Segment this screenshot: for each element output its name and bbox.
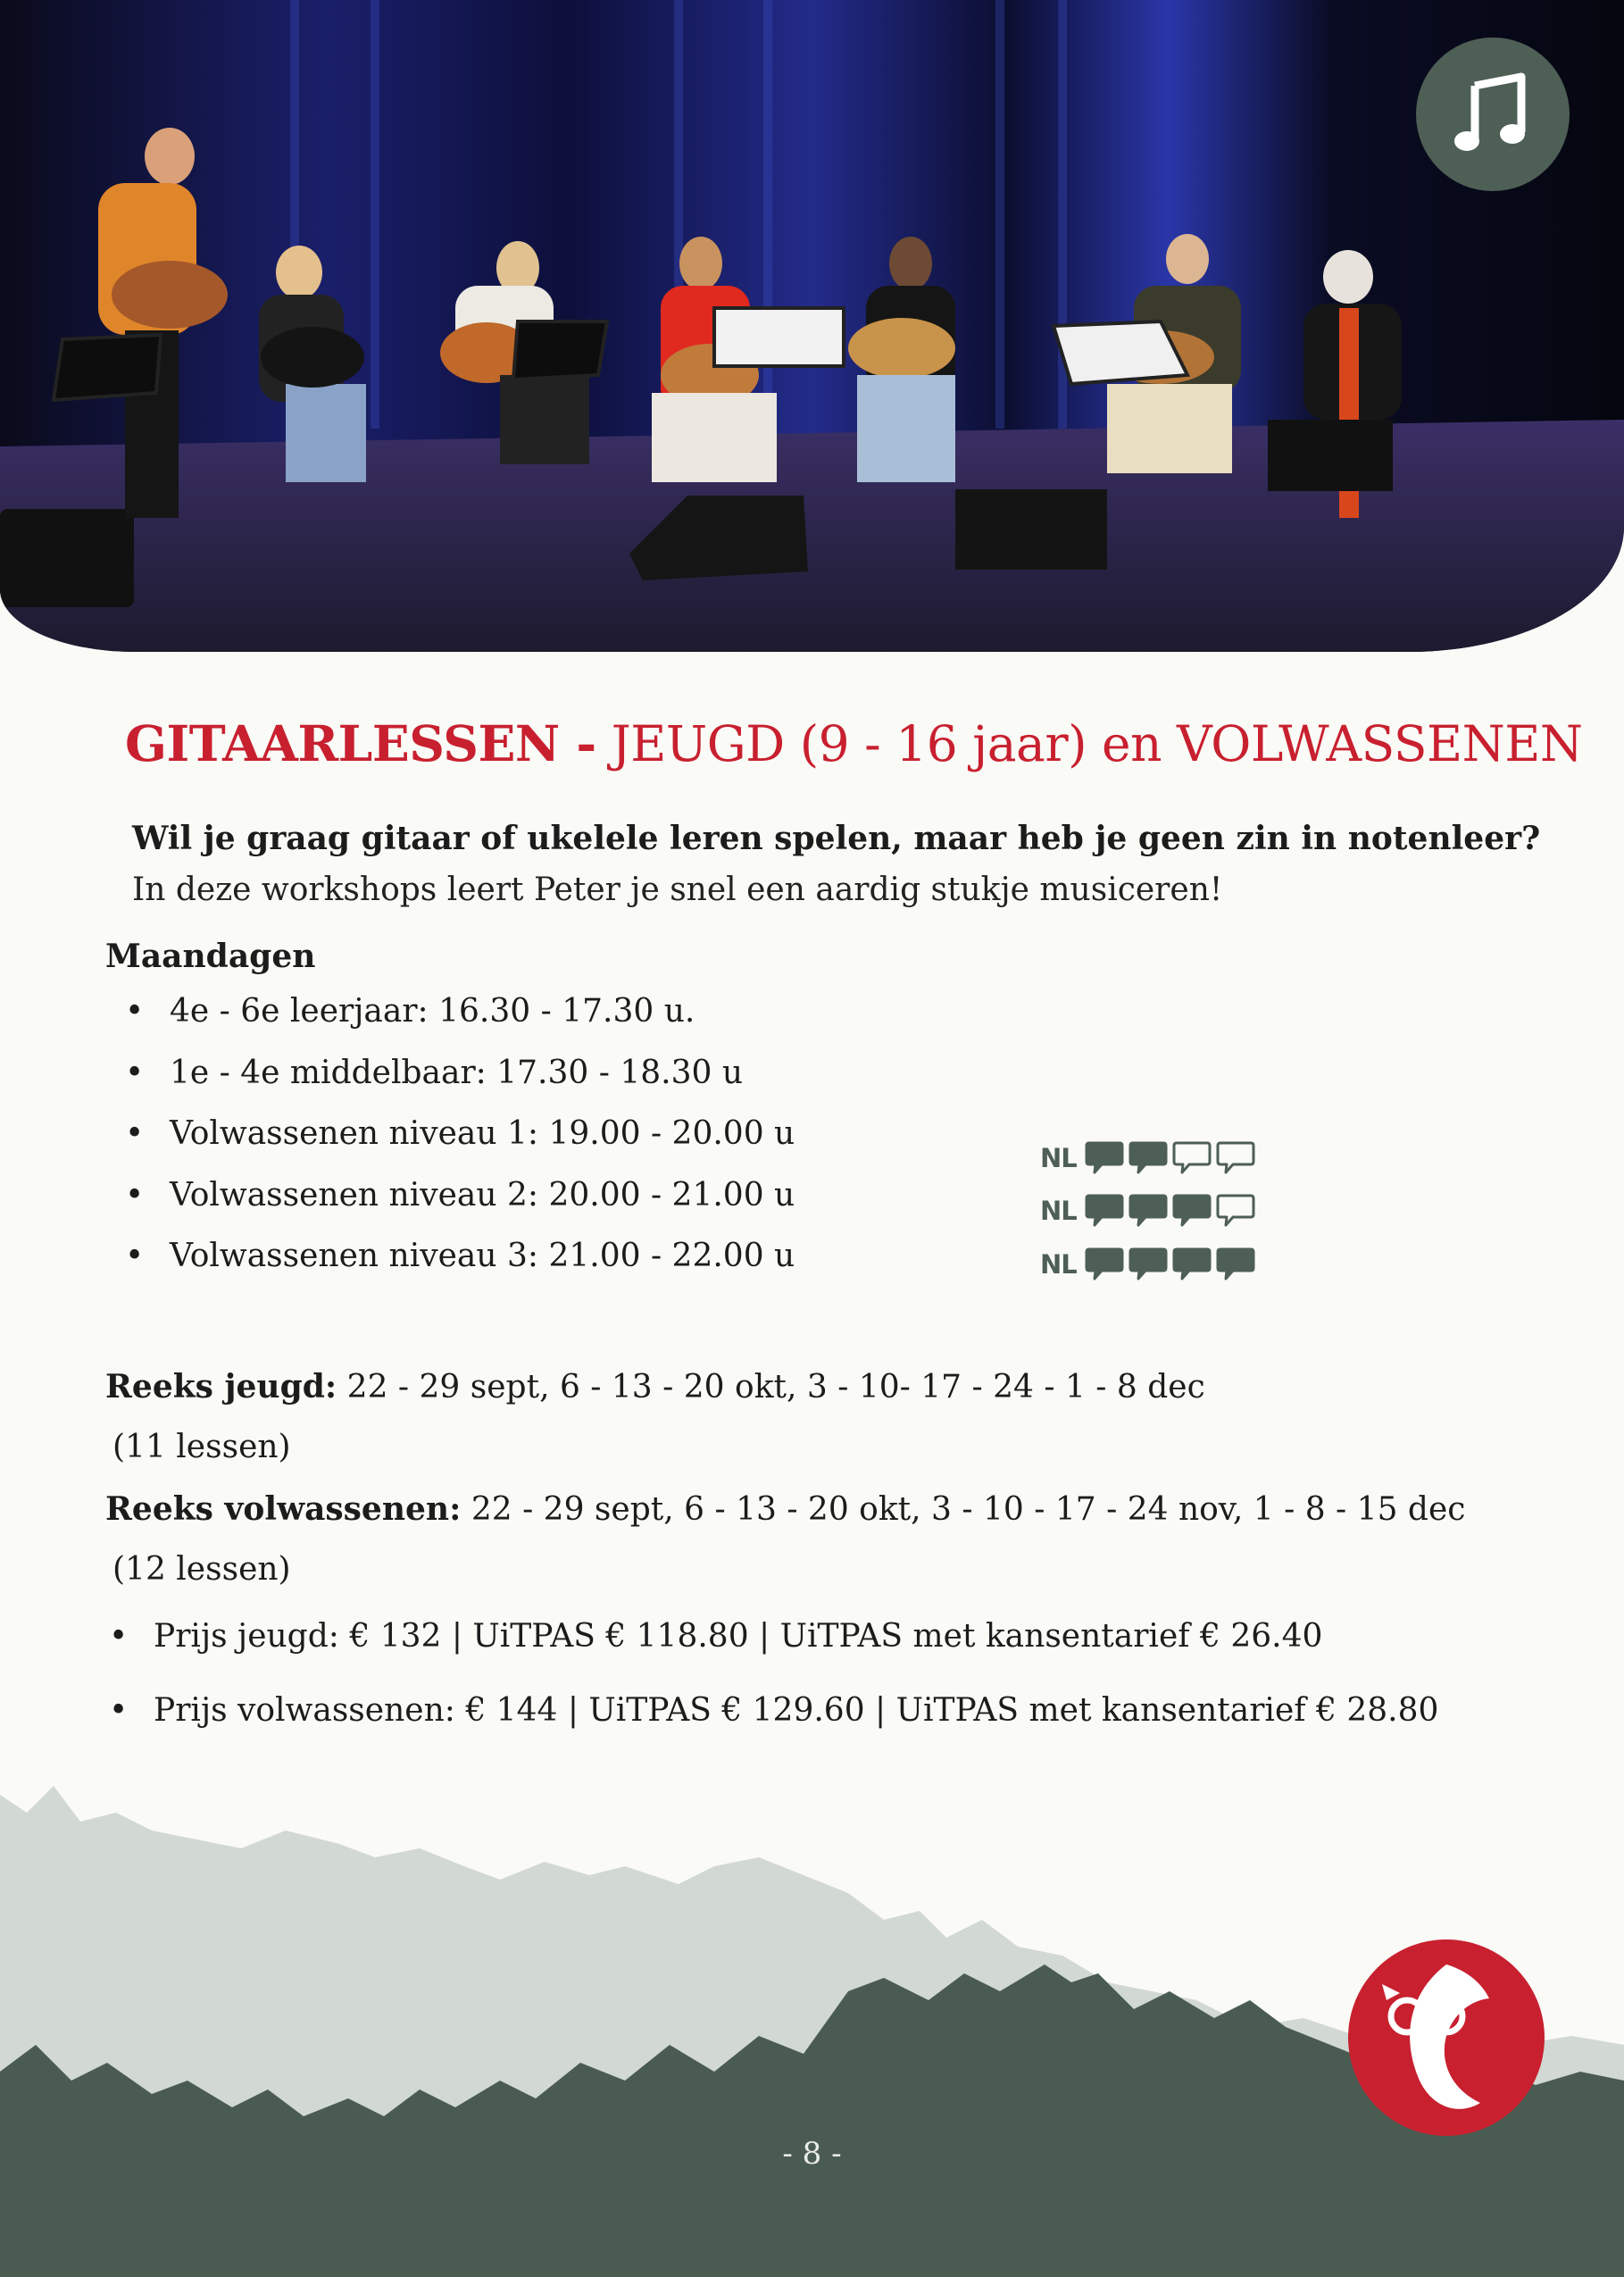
adult-series [105, 1490, 1465, 1528]
page-title [125, 714, 1583, 772]
youth-series [105, 1368, 1205, 1405]
price-item: • Prijs volwassenen: € 144 | UiTPAS € 129.60 | UiTPAS met kansentarief € 28.80 [109, 1692, 1438, 1766]
speech-bubble-icon-group [1084, 1140, 1259, 1176]
music-note-icon [1416, 38, 1570, 191]
adult-lesson-count: (12 lessen) [112, 1551, 291, 1588]
intro-question: Wil je graag gitaar of ukelele leren spelen, maar heb je geen zin in notenleer? [132, 820, 1541, 857]
adult-series-dates: 22 - 29 sept, 6 - 13 - 20 okt, 3 - 10 - 17 - 24 nov, 1 - 8 - 15 dec [461, 1491, 1466, 1528]
language-label: NL [1040, 1249, 1077, 1280]
schedule-item: • Volwassenen niveau 1: 19.00 - 20.00 u [125, 1115, 795, 1177]
hero-photo [0, 0, 1624, 652]
speech-bubble-icon [1215, 1140, 1256, 1176]
speech-bubble-icon [1084, 1140, 1125, 1176]
price-list [109, 1618, 1438, 1766]
schedule-item: • Volwassenen niveau 3: 21.00 - 22.00 u [125, 1238, 795, 1299]
youth-series-label: Reeks jeugd: [105, 1368, 337, 1405]
youth-series-dates: 22 - 29 sept, 6 - 13 - 20 okt, 3 - 10- 17 - 24 - 1 - 8 dec [337, 1369, 1205, 1405]
schedule-item: • 4e - 6e leerjaar: 16.30 - 17.30 u. [125, 993, 795, 1055]
language-level-indicator [1040, 1191, 1259, 1230]
speech-bubble-icon [1128, 1247, 1169, 1282]
speech-bubble-icon-group [1084, 1247, 1259, 1282]
speech-bubble-icon [1084, 1247, 1125, 1282]
schedule-heading: Maandagen [105, 938, 316, 975]
adult-series-label: Reeks volwassenen: [105, 1490, 462, 1528]
price-item: • Prijs jeugd: € 132 | UiTPAS € 118.80 | UiTPAS met kansentarief € 26.40 [109, 1618, 1438, 1692]
owl-logo-icon [1346, 1938, 1546, 2138]
speech-bubble-icon [1128, 1193, 1169, 1229]
speech-bubble-icon [1128, 1140, 1169, 1176]
schedule-item: • 1e - 4e middelbaar: 17.30 - 18.30 u [125, 1055, 795, 1116]
speech-bubble-icon [1215, 1247, 1256, 1282]
speech-bubble-icon [1171, 1193, 1212, 1229]
speech-bubble-icon [1084, 1193, 1125, 1229]
language-label: NL [1040, 1196, 1077, 1226]
language-level-indicator [1040, 1245, 1259, 1284]
language-label: NL [1040, 1143, 1077, 1173]
schedule-item: • Volwassenen niveau 2: 20.00 - 21.00 u [125, 1177, 795, 1239]
youth-lesson-count: (11 lessen) [112, 1429, 291, 1465]
speech-bubble-icon [1171, 1247, 1212, 1282]
title-rest: JEUGD (9 - 16 jaar) en VOLWASSENEN [595, 715, 1583, 772]
intro-text: In deze workshops leert Peter je snel een aardig stukje musiceren! [132, 872, 1223, 908]
speech-bubble-icon [1171, 1140, 1212, 1176]
speech-bubble-icon [1215, 1193, 1256, 1229]
speech-bubble-icon-group [1084, 1193, 1259, 1229]
language-level-indicator [1040, 1138, 1259, 1178]
schedule-list [125, 993, 795, 1299]
page-number: - 8 - [782, 2136, 842, 2172]
title-bold: GITAARLESSEN - [125, 714, 596, 772]
